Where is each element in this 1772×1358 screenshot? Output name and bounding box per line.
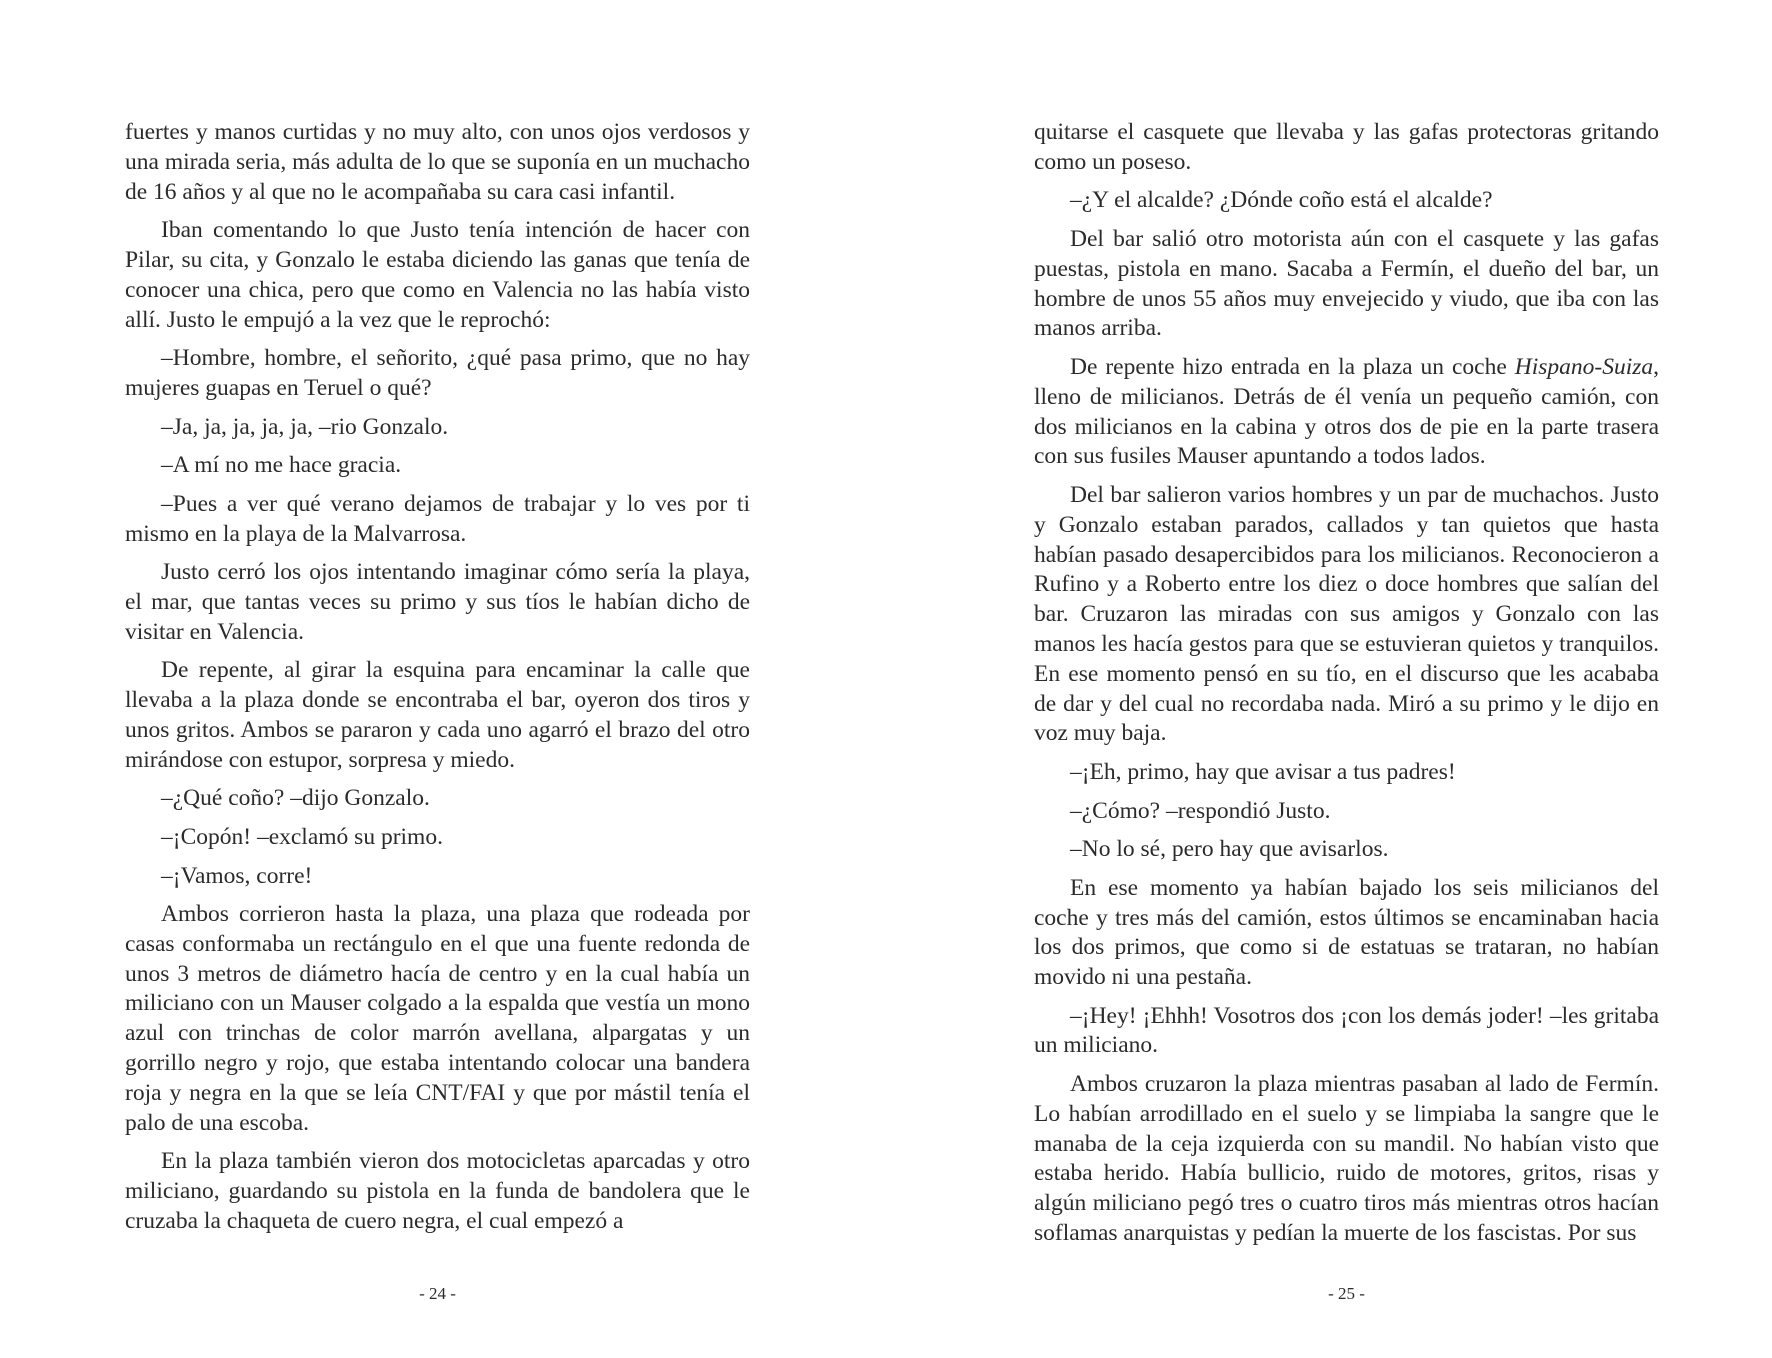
text-run: De repente hizo entrada en la plaza un coche bbox=[1070, 353, 1515, 380]
paragraph: Ambos corrieron hasta la plaza, una plaza que rodeada por casas conformaba un rectángulo en el que una fuente redonda de unos 3 metros de diámetro hacía de centro y en la cual había un miliciano con un Mauser colgado a la espalda que vestía un mono azul con trinchas de color marrón avellana, alpargatas y un gorrillo negro y rojo, que estaba intentando colocar una bandera roja y negra en la que se leía CNT/FAI y que por mástil tenía el palo de una escoba. bbox=[125, 901, 750, 1136]
text-run: , lleno de milicianos. Detrás de él venía un pequeño camión, con dos milicianos en la cabina y otros dos de pie en la parte trasera con sus fusiles Mauser apuntando a todos lados. bbox=[1034, 353, 1659, 470]
paragraph: De repente, al girar la esquina para encaminar la calle que llevaba a la plaza donde se encontraba el bar, oyeron dos tiros y unos gritos. Ambos se pararon y cada uno agarró el brazo del otro mirándose con estupor, sorpresa y miedo. bbox=[125, 657, 750, 773]
dialogue-line: –Hombre, hombre, el señorito, ¿qué pasa primo, que no hay mujeres guapas en Teruel o qué? bbox=[125, 345, 750, 401]
dialogue-line: –¡Vamos, corre! bbox=[161, 862, 313, 889]
dialogue-line: –¡Eh, primo, hay que avisar a tus padres! bbox=[1070, 758, 1456, 785]
paragraph: fuertes y manos curtidas y no muy alto, con unos ojos verdosos y una mirada seria, más adulta de lo que se suponía en un muchacho de 16 años y al que no le acompañaba su cara casi infantil. bbox=[125, 119, 750, 205]
left-page bbox=[125, 118, 750, 1245]
paragraph-hispano-suiza bbox=[1034, 353, 1659, 472]
dialogue-line: –¿Y el alcalde? ¿Dónde coño está el alcalde? bbox=[1070, 187, 1493, 214]
page-number-right: - 25 - bbox=[1328, 1284, 1365, 1303]
dialogue-line: –¡Hey! ¡Ehhh! Vosotros dos ¡con los demás joder! –les gritaba un miliciano. bbox=[1034, 1002, 1659, 1059]
right-page bbox=[1034, 118, 1659, 1258]
paragraph: quitarse el casquete que llevaba y las gafas protectoras gritando como un poseso. bbox=[1034, 119, 1659, 175]
paragraph: Iban comentando lo que Justo tenía intención de hacer con Pilar, su cita, y Gonzalo le estaba diciendo las ganas que tenía de conocer una chica, pero que como en Valencia no las había visto allí. Justo le empujó a la vez que le reprochó: bbox=[125, 217, 750, 333]
dialogue-line: –A mí no me hace gracia. bbox=[161, 452, 402, 479]
dialogue-line: –No lo sé, pero hay que avisarlos. bbox=[1070, 836, 1389, 863]
page-number-left: - 24 - bbox=[419, 1284, 456, 1303]
italic-text-run: Hispano-Suiza bbox=[1514, 353, 1654, 380]
paragraph: Ambos cruzaron la plaza mientras pasaban al lado de Fermín. Lo habían arrodillado en el suelo y se limpiaba la sangre que le manaba de la ceja izquierda con su mandil. No habían visto que estaba herido. Había bullicio, ruido de motores, gritos, risas y algún miliciano pegó tres o cuatro tiros más mientras otros hacían soflamas anarquistas y pedían la muerte de los fascistas. Por sus bbox=[1034, 1071, 1659, 1247]
paragraph: Del bar salieron varios hombres y un par de muchachos. Justo y Gonzalo estaban parados, callados y tan quietos que hasta habían pasado desapercibidos para los milicianos. Reconocieron a Rufino y a Roberto entre los diez o doce hombres que salían del bar. Cruzaron las miradas con sus amigos y Gonzalo con las manos les hacía gestos para que se estuvieran quietos y tranquilos. En ese momento pensó en su tío, en el discurso que les acababa de dar y del cual no recordaba nada. Miró a su primo y le dijo en voz muy baja. bbox=[1034, 481, 1659, 747]
dialogue-line: –Pues a ver qué verano dejamos de trabajar y lo ves por ti mismo en la playa de la Malvarrosa. bbox=[125, 490, 750, 547]
dialogue-line: –¿Cómo? –respondió Justo. bbox=[1070, 797, 1331, 824]
dialogue-line: –¡Copón! –exclamó su primo. bbox=[161, 823, 443, 850]
paragraph: En ese momento ya habían bajado los seis milicianos del coche y tres más del camión, estos últimos se encaminaban hacia los dos primos, que como si de estatuas se trataran, no habían movido ni una pestaña. bbox=[1034, 874, 1659, 991]
paragraph: Del bar salió otro motorista aún con el casquete y las gafas puestas, pistola en mano. Sacaba a Fermín, el dueño del bar, un hombre de unos 55 años muy envejecido y viudo, que iba con las manos arriba. bbox=[1034, 225, 1659, 342]
dialogue-line: –¿Qué coño? –dijo Gonzalo. bbox=[161, 785, 430, 812]
dialogue-line: –Ja, ja, ja, ja, ja, –rio Gonzalo. bbox=[161, 413, 449, 440]
paragraph: En la plaza también vieron dos motocicletas aparcadas y otro miliciano, guardando su pistola en la funda de bandolera que le cruzaba la chaqueta de cuero negra, el cual empezó a bbox=[125, 1148, 750, 1234]
paragraph: Justo cerró los ojos intentando imaginar cómo sería la playa, el mar, que tantas veces su primo y sus tíos le habían dicho de visitar en Valencia. bbox=[125, 559, 750, 645]
